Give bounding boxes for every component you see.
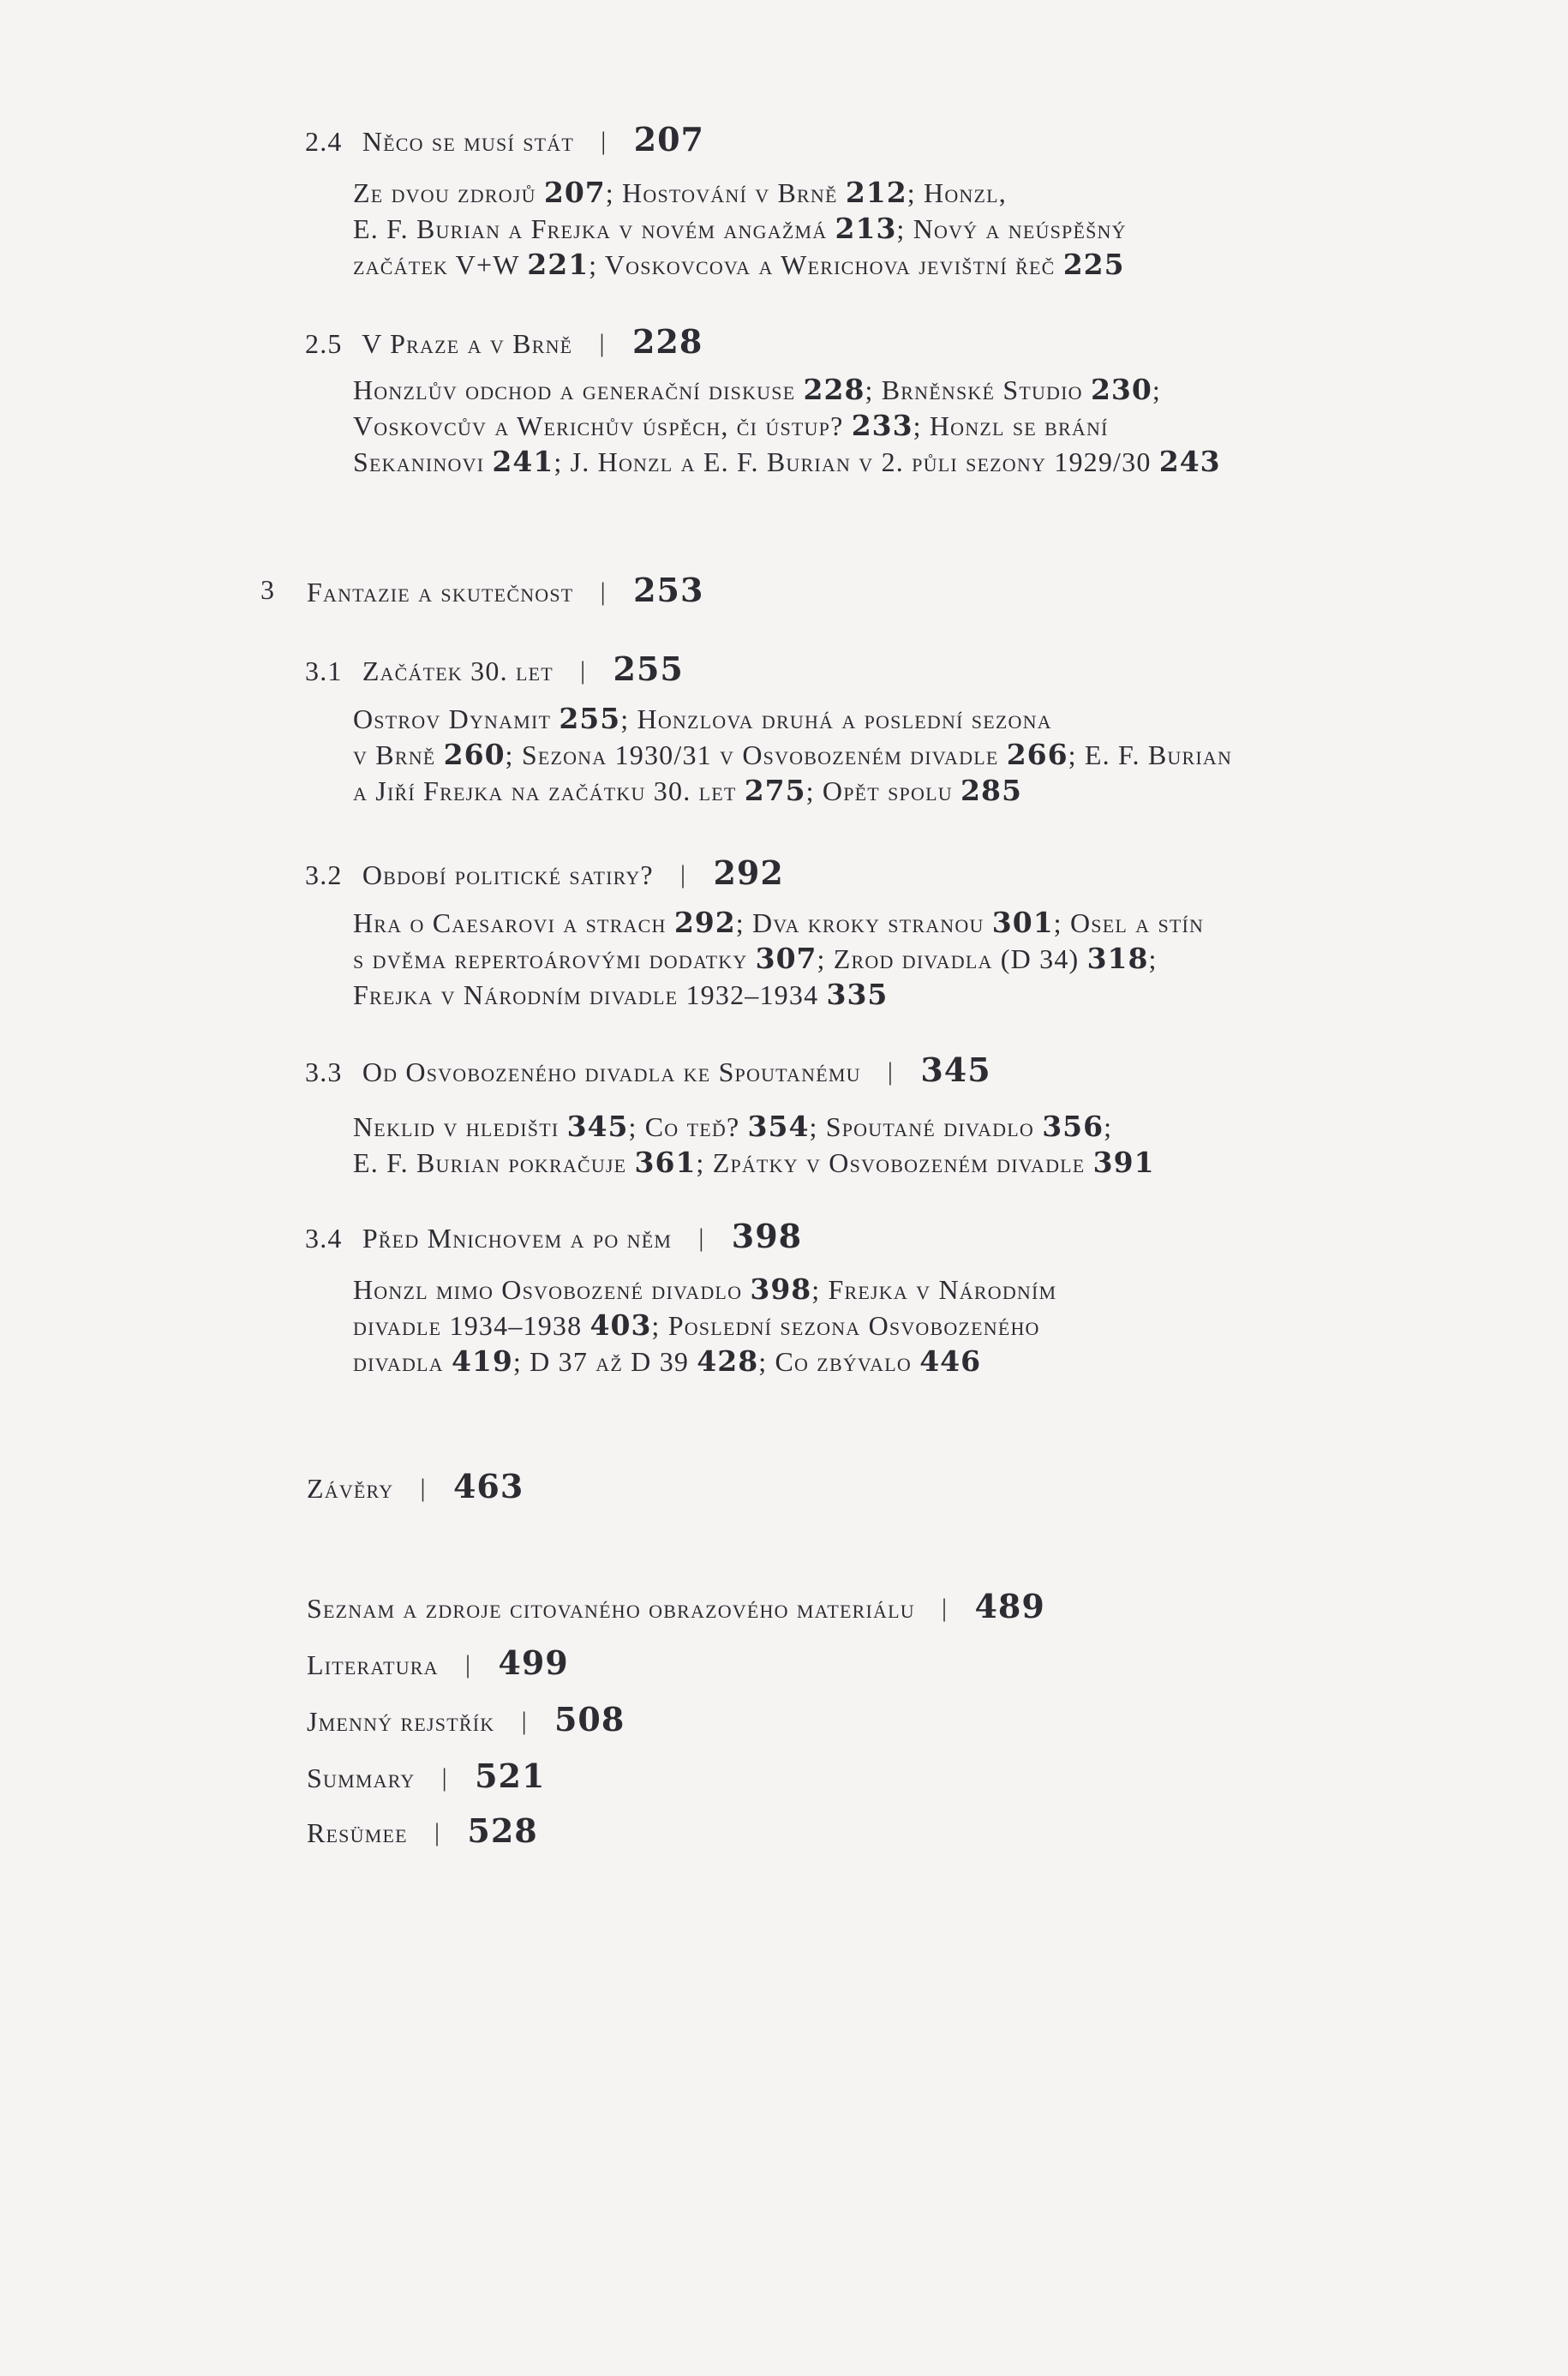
entry-text: ; Co zbývalo — [758, 1346, 920, 1377]
entry-text: ; — [1104, 1111, 1113, 1142]
separator-bar: | — [600, 578, 607, 606]
section-title: Něco se musí stát — [362, 126, 575, 157]
backmatter-title: Resümee — [307, 1817, 408, 1848]
entry-page-number: 213 — [835, 212, 897, 245]
entry-page-number: 361 — [634, 1146, 697, 1179]
toc-entry-line — [353, 1109, 1155, 1145]
entry-text: E. F. Burian pokračuje — [353, 1147, 635, 1178]
entry-page-number: 356 — [1042, 1110, 1104, 1143]
entry-text: Hra o Caesarovi a strach — [353, 907, 674, 938]
backmatter-page-number: 528 — [467, 1811, 538, 1850]
entry-text: ; Nový a neúspěšný — [896, 213, 1127, 244]
section-number: 3.1 — [305, 655, 343, 686]
toc-section-heading-2-4 — [305, 120, 704, 159]
separator-bar: | — [601, 127, 607, 155]
entry-text: ; Opět spolu — [805, 775, 961, 806]
section-page-number: 292 — [713, 853, 784, 892]
separator-bar: | — [599, 329, 606, 357]
toc-section-body-2-5 — [353, 372, 1221, 480]
entry-text: ; Poslední sezona Osvobozeného — [651, 1310, 1040, 1341]
toc-backmatter-item — [307, 1757, 545, 1795]
toc-backmatter-item — [307, 1811, 538, 1850]
entry-page-number: 221 — [527, 248, 589, 281]
entry-text: ; J. Honzl a E. F. Burian v 2. půli sezony 1929/30 — [554, 446, 1159, 477]
entry-text: ; E. F. Burian — [1068, 739, 1233, 770]
entry-text: ; Co teď? — [628, 1111, 748, 1142]
entry-page-number: 419 — [451, 1344, 513, 1378]
toc-chapter-heading-3 — [307, 571, 703, 609]
entry-text: divadla — [353, 1346, 452, 1377]
entry-page-number: 275 — [744, 774, 806, 807]
toc-section-body-3-4 — [353, 1272, 1056, 1380]
toc-section-heading-3-4 — [305, 1217, 802, 1255]
section-title: Začátek 30. let — [362, 655, 554, 686]
entry-text: Voskovcův a Werichův úspěch, či ústup? — [353, 410, 852, 441]
toc-section-heading-3-3 — [305, 1050, 991, 1089]
entry-text: ; Honzl se brání — [913, 410, 1109, 441]
toc-backmatter-item — [307, 1700, 625, 1739]
toc-entry-line — [353, 977, 1204, 1013]
chapter-page-number: 253 — [633, 571, 704, 609]
entry-text: divadle 1934–1938 — [353, 1310, 590, 1341]
entry-text: ; Zrod divadla (D 34) — [817, 943, 1087, 974]
toc-entry-line — [353, 211, 1127, 247]
entry-text: Honzl mimo Osvobozené divadlo — [353, 1274, 751, 1305]
toc-section-body-2-4 — [353, 175, 1127, 283]
entry-text: Neklid v hledišti — [353, 1111, 567, 1142]
backmatter-page-number: 499 — [498, 1643, 569, 1682]
toc-entry-line — [353, 175, 1127, 211]
entry-text: ; Honzlova druhá a poslední sezona — [620, 703, 1052, 734]
entry-text: s dvěma repertoárovými dodatky — [353, 943, 756, 974]
section-number: 2.4 — [305, 126, 343, 157]
separator-bar: | — [464, 1650, 472, 1679]
toc-entry-line — [353, 773, 1232, 809]
separator-bar: | — [680, 860, 687, 889]
entry-page-number: 266 — [1006, 738, 1068, 771]
entry-text: Sekaninovi — [353, 446, 493, 477]
toc-entry-line — [353, 408, 1221, 444]
toc-section-heading-3-2 — [305, 853, 784, 892]
section-title: V Praze a v Brně — [362, 328, 573, 359]
section-page-number: 255 — [613, 649, 684, 688]
backmatter-page-number: 521 — [475, 1757, 546, 1795]
entry-page-number: 446 — [919, 1344, 982, 1378]
entry-text: ; Sezona 1930/31 v Osvobozeném divadle — [505, 739, 1007, 770]
entry-page-number: 403 — [589, 1308, 652, 1342]
entry-text: ; — [1148, 943, 1158, 974]
entry-text: ; Zpátky v Osvobozeném divadle — [696, 1147, 1093, 1178]
entry-page-number: 243 — [1158, 445, 1221, 478]
toc-entry-line — [353, 1308, 1056, 1344]
toc-entry-line — [353, 444, 1221, 480]
entry-text: ; Hostování v Brně — [605, 177, 846, 208]
entry-text: ; Spoutané divadlo — [809, 1111, 1043, 1142]
entry-text: ; Dva kroky stranou — [735, 907, 992, 938]
separator-bar: | — [580, 656, 587, 685]
separator-bar: | — [942, 1594, 949, 1622]
section-page-number: 228 — [631, 322, 703, 361]
entry-page-number: 391 — [1092, 1146, 1155, 1179]
section-title: Období politické satiry? — [362, 859, 654, 890]
entry-page-number: 345 — [566, 1110, 629, 1143]
section-number: 2.5 — [305, 328, 343, 359]
chapter-number: 3 — [260, 574, 274, 605]
entry-page-number: 255 — [559, 702, 621, 735]
toc-section-body-3-2 — [353, 905, 1204, 1013]
toc-backmatter-item — [307, 1587, 1045, 1625]
toc-entry-line — [353, 737, 1232, 773]
backmatter-title: Summary — [307, 1763, 416, 1793]
backmatter-title: Literatura — [307, 1649, 439, 1680]
entry-text: ; Voskovcova a Werichova jevištní řeč — [589, 249, 1063, 280]
section-number: 3.4 — [305, 1223, 343, 1254]
entry-text: E. F. Burian a Frejka v novém angažmá — [353, 213, 835, 244]
toc-entry-line — [353, 1344, 1056, 1380]
entry-page-number: 318 — [1086, 942, 1149, 975]
section-page-number: 345 — [920, 1050, 991, 1089]
entry-text: ; Frejka v Národním — [811, 1274, 1057, 1305]
entry-page-number: 428 — [697, 1344, 759, 1378]
toc-entry-line — [353, 941, 1204, 977]
toc-section-heading-2-5 — [305, 322, 703, 361]
entry-page-number: 307 — [755, 942, 817, 975]
entry-page-number: 241 — [492, 445, 554, 478]
toc-section-heading-3-1 — [305, 649, 684, 688]
backmatter-page-number: 508 — [554, 1700, 625, 1739]
section-page-number: 207 — [633, 120, 704, 159]
section-number: 3.2 — [305, 859, 343, 890]
entry-page-number: 292 — [673, 906, 736, 939]
entry-text: Ze dvou zdrojů — [353, 177, 544, 208]
entry-page-number: 207 — [543, 176, 606, 209]
section-title: Před Mnichovem a po něm — [362, 1223, 673, 1254]
toc-entry-line — [353, 1272, 1056, 1308]
separator-bar: | — [420, 1474, 427, 1502]
entry-page-number: 233 — [851, 409, 913, 442]
entry-page-number: 335 — [826, 978, 889, 1011]
toc-entry-line — [353, 905, 1204, 941]
entry-page-number: 260 — [443, 738, 506, 771]
entry-text: ; Brněnské Studio — [865, 374, 1091, 405]
entry-page-number: 225 — [1062, 248, 1125, 281]
section-title: Od Osvobozeného divadla ke Spoutanému — [362, 1056, 861, 1087]
toc-section-body-3-3 — [353, 1109, 1155, 1181]
toc-entry-line — [353, 701, 1232, 737]
separator-bar: | — [698, 1224, 705, 1252]
separator-bar: | — [521, 1707, 528, 1735]
entry-text: začátek V+W — [353, 249, 528, 280]
entry-text: ; — [1152, 374, 1161, 405]
conclusion-title: Závěry — [307, 1473, 394, 1504]
toc-backmatter-item — [307, 1643, 569, 1682]
toc-entry-line — [353, 247, 1127, 283]
chapter-title: Fantazie a skutečnost — [307, 577, 574, 607]
conclusion-page-number: 463 — [452, 1467, 524, 1505]
entry-page-number: 301 — [991, 906, 1054, 939]
toc-entry-line — [353, 1145, 1155, 1181]
entry-text: Frejka v Národním divadle 1932–1934 — [353, 979, 827, 1010]
entry-text: ; D 37 až D 39 — [512, 1346, 697, 1377]
separator-bar: | — [441, 1763, 448, 1792]
backmatter-page-number: 489 — [974, 1587, 1045, 1625]
entry-text: Ostrov Dynamit — [353, 703, 560, 734]
entry-page-number: 285 — [961, 774, 1022, 807]
entry-page-number: 230 — [1090, 373, 1152, 406]
entry-text: v Brně — [353, 739, 444, 770]
separator-bar: | — [887, 1057, 895, 1086]
separator-bar: | — [434, 1818, 441, 1846]
entry-text: ; Honzl, — [907, 177, 1007, 208]
entry-text: a Jiří Frejka na začátku 30. let — [353, 775, 745, 806]
entry-page-number: 212 — [845, 176, 907, 209]
entry-text: Honzlův odchod a generační diskuse — [353, 374, 804, 405]
entry-page-number: 228 — [803, 373, 865, 406]
toc-conclusion-heading — [307, 1467, 524, 1505]
entry-page-number: 398 — [750, 1272, 812, 1306]
entry-page-number: 354 — [747, 1110, 810, 1143]
backmatter-title: Jmenný rejstřík — [307, 1706, 495, 1737]
toc-section-body-3-1 — [353, 701, 1232, 809]
section-number: 3.3 — [305, 1056, 343, 1087]
section-page-number: 398 — [731, 1217, 803, 1255]
toc-entry-line — [353, 372, 1221, 408]
backmatter-title: Seznam a zdroje citovaného obrazového materiálu — [307, 1593, 915, 1624]
entry-text: ; Osel a stín — [1053, 907, 1205, 938]
